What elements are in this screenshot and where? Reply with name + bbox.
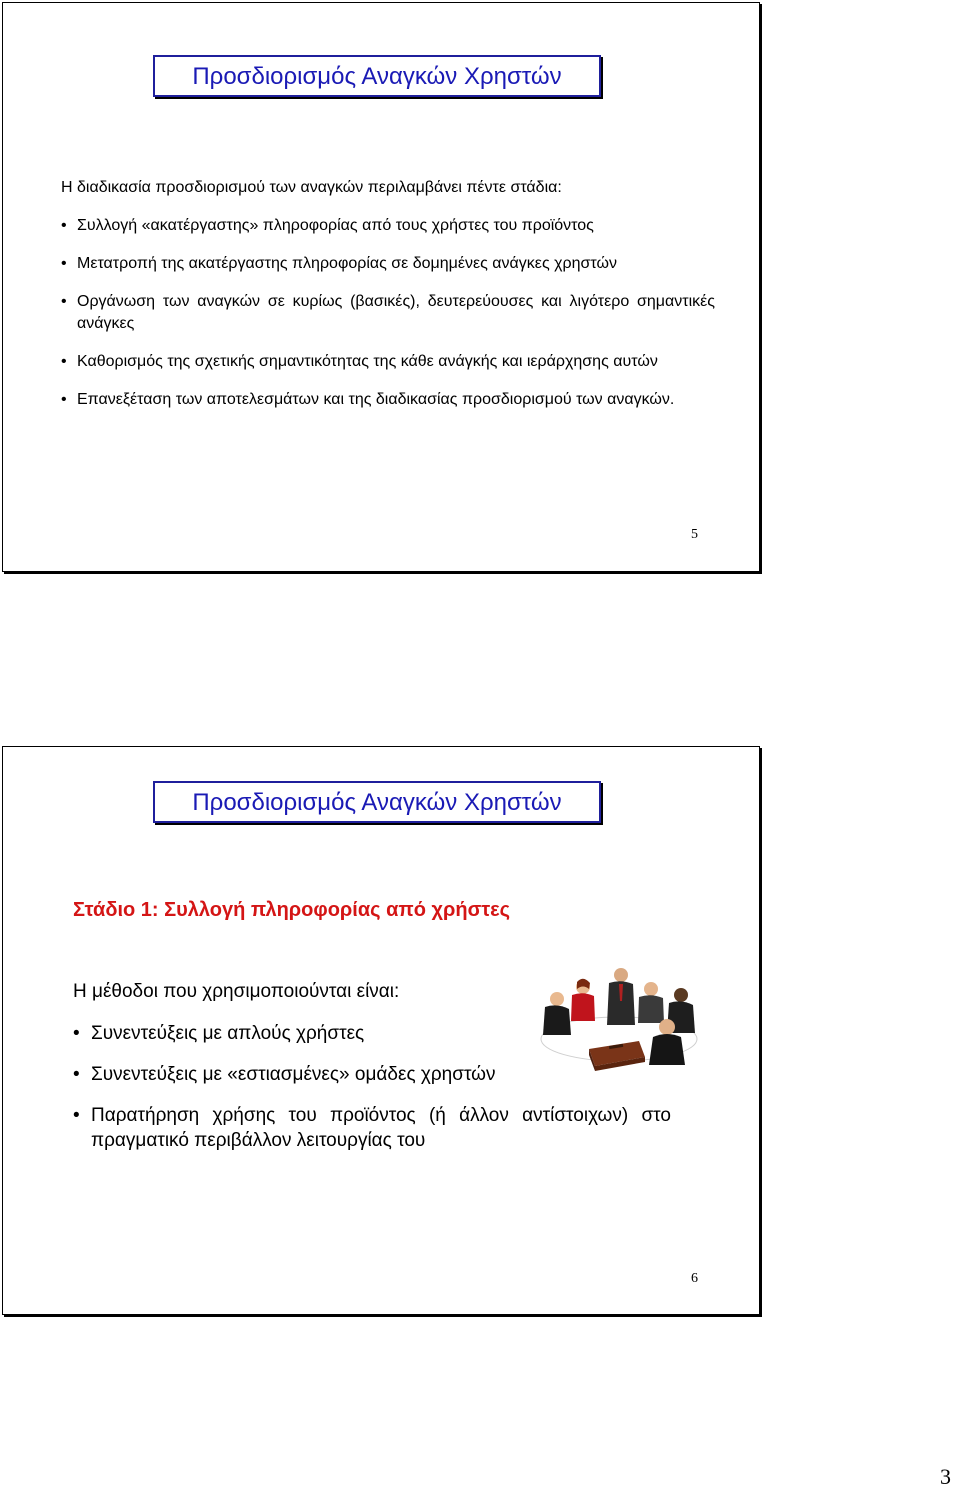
slide-title: Προσδιορισμός Αναγκών Χρηστών — [153, 55, 601, 97]
list-item: • Οργάνωση των αναγκών σε κυρίως (βασικές), δευτερεύουσες και λιγότερο σημαντικές ανάγκες — [61, 293, 715, 332]
list-item: • Παρατήρηση χρήσης του προϊόντος (ή άλλον αντίστοιχων) στο πραγματικό περιβάλλον λειτουργίας του — [73, 1105, 671, 1151]
bullet-icon: • — [61, 293, 67, 310]
slide-intro: Η διαδικασία προσδιορισμού των αναγκών περιλαμβάνει πέντε στάδια: — [61, 179, 562, 196]
list-item: • Συνεντεύξεις με «εστιασμένες» ομάδες χρηστών — [73, 1064, 496, 1085]
bullet-icon: • — [61, 353, 67, 370]
slide-intro: Η μέθοδοι που χρησιμοποιούνται είναι: — [73, 981, 400, 1002]
bullet-icon: • — [61, 217, 67, 234]
stage-heading: Στάδιο 1: Συλλογή πληροφορίας από χρήστες — [73, 899, 511, 921]
bullet-icon: • — [61, 391, 67, 408]
slide-page-number: 5 — [691, 527, 698, 542]
slide-5 — [2, 2, 760, 572]
bullet-icon: • — [61, 255, 67, 272]
business-meeting-icon — [527, 965, 707, 1077]
bullet-icon: • — [73, 1105, 80, 1126]
list-item: • Καθορισμός της σχετικής σημαντικότητας της κάθε ανάγκής και ιεράρχησης αυτών — [61, 351, 715, 373]
list-item: • Μετατροπή της ακατέργαστης πληροφορίας σε δομημένες ανάγκες χρηστών — [61, 253, 715, 275]
list-item: • Συλλογή «ακατέργαστης» πληροφορίας από τους χρήστες του προϊόντος — [61, 215, 715, 237]
stage-list — [61, 215, 715, 427]
slide-page-number: 6 — [691, 1271, 698, 1286]
slide-title: Προσδιορισμός Αναγκών Χρηστών — [153, 781, 601, 823]
sheet-page-number: 3 — [940, 1464, 951, 1489]
list-item: • Επανεξέταση των αποτελεσμάτων και της διαδικασίας προσδιορισμού των αναγκών. — [61, 389, 715, 411]
bullet-icon: • — [73, 1064, 80, 1085]
list-item: • Συνεντεύξεις με απλούς χρήστες — [73, 1023, 365, 1044]
bullet-icon: • — [73, 1023, 80, 1044]
slide-6 — [2, 746, 760, 1315]
